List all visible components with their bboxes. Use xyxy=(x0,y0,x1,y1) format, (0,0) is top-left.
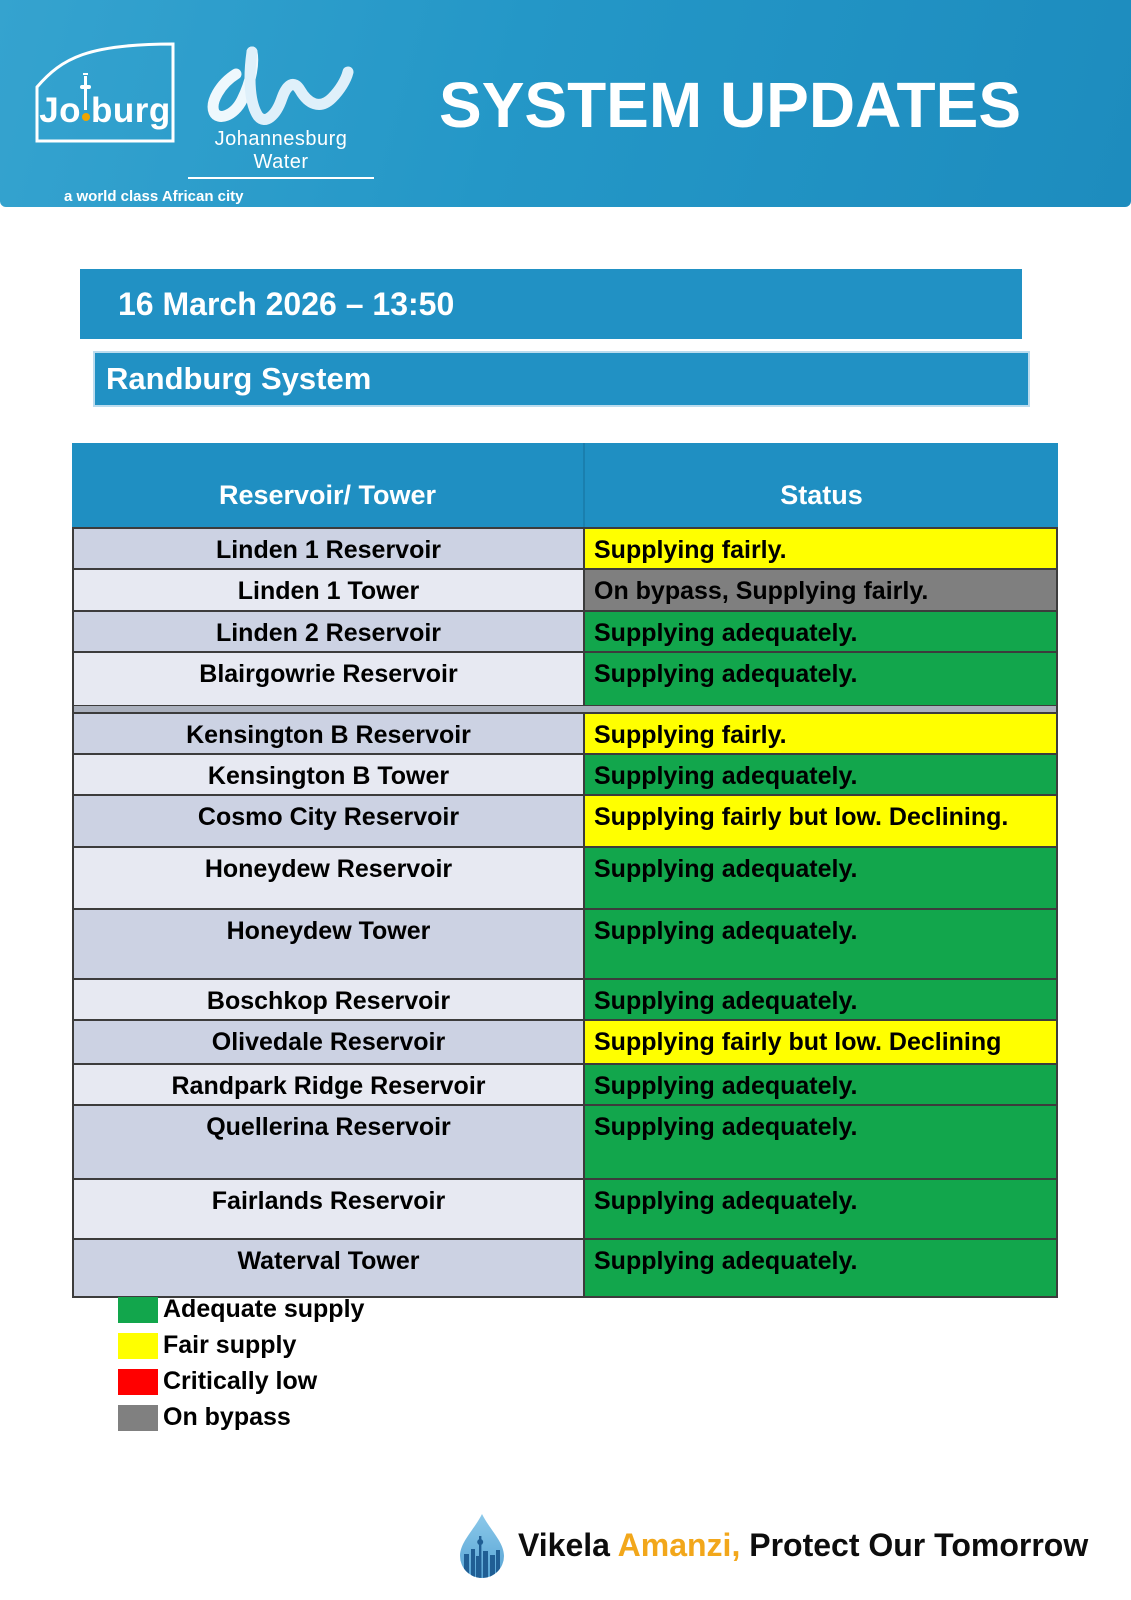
table-row xyxy=(74,908,1056,978)
status-value: Supplying adequately. xyxy=(583,612,1056,651)
table-row xyxy=(74,527,1056,568)
legend-item xyxy=(118,1332,364,1359)
legend-swatch xyxy=(118,1369,158,1395)
reservoir-name: Randpark Ridge Reservoir xyxy=(74,1065,583,1104)
status-value: Supplying fairly but low. Declining. xyxy=(583,796,1056,846)
footer-slogan xyxy=(518,1527,1088,1564)
date-banner xyxy=(80,269,1022,339)
legend-item xyxy=(118,1404,364,1431)
table-row xyxy=(74,978,1056,1019)
table-row xyxy=(74,1104,1056,1178)
table-header xyxy=(72,443,1058,527)
legend-swatch xyxy=(118,1297,158,1323)
joburg-orange-dot xyxy=(82,113,90,121)
section-gap xyxy=(74,705,1056,712)
reservoir-name: Kensington B Reservoir xyxy=(74,714,583,753)
system-banner xyxy=(93,351,1030,407)
page-title: SYSTEM UPDATES xyxy=(439,69,1021,141)
status-value: Supplying adequately. xyxy=(583,1240,1056,1296)
legend-label: On bypass xyxy=(163,1403,291,1431)
joburg-logo xyxy=(34,40,244,205)
status-value: Supplying fairly but low. Declining xyxy=(583,1021,1056,1063)
hillbrow-tower-icon xyxy=(81,92,91,122)
status-table xyxy=(72,443,1058,1298)
status-value: Supplying adequately. xyxy=(583,848,1056,908)
reservoir-name: Kensington B Tower xyxy=(74,755,583,794)
status-value: Supplying adequately. xyxy=(583,1106,1056,1178)
table-row xyxy=(74,1063,1056,1104)
header-banner xyxy=(0,0,1131,207)
status-value: Supplying adequately. xyxy=(583,1065,1056,1104)
joburg-word-jo: Jo xyxy=(39,91,82,130)
reservoir-name: Olivedale Reservoir xyxy=(74,1021,583,1063)
legend-label: Adequate supply xyxy=(163,1295,365,1323)
legend-item xyxy=(118,1296,364,1323)
status-value: Supplying fairly. xyxy=(583,714,1056,753)
reservoir-name: Fairlands Reservoir xyxy=(74,1180,583,1238)
reservoir-name: Linden 2 Reservoir xyxy=(74,612,583,651)
status-value: On bypass, Supplying fairly. xyxy=(583,570,1056,610)
reservoir-name: Linden 1 Reservoir xyxy=(74,529,583,568)
column-header-status: Status xyxy=(583,443,1058,527)
status-table-body xyxy=(72,527,1058,1298)
reservoir-name: Blairgowrie Reservoir xyxy=(74,653,583,705)
jw-wave-icon xyxy=(198,46,364,132)
status-value: Supplying adequately. xyxy=(583,755,1056,794)
jw-label: Johannesburg Water xyxy=(188,128,374,179)
table-row xyxy=(74,1238,1056,1296)
status-value: Supplying adequately. xyxy=(583,980,1056,1019)
slogan-part2: Protect Our Tomorrow xyxy=(740,1526,1089,1563)
table-row xyxy=(74,794,1056,846)
table-row xyxy=(74,712,1056,753)
reservoir-name: Boschkop Reservoir xyxy=(74,980,583,1019)
joburg-wordmark xyxy=(34,92,176,128)
legend-swatch xyxy=(118,1333,158,1359)
reservoir-name: Waterval Tower xyxy=(74,1240,583,1296)
status-value: Supplying fairly. xyxy=(583,529,1056,568)
system-name: Randburg System xyxy=(106,361,372,396)
footer xyxy=(458,1512,1088,1578)
slogan-amanzi: Amanzi, xyxy=(617,1526,741,1563)
legend-label: Fair supply xyxy=(163,1331,297,1359)
johannesburg-water-logo xyxy=(188,46,374,179)
legend-label: Critically low xyxy=(163,1367,318,1395)
status-value: Supplying adequately. xyxy=(583,1180,1056,1238)
reservoir-name: Honeydew Reservoir xyxy=(74,848,583,908)
slogan-part1: Vikela xyxy=(518,1526,618,1563)
legend-swatch xyxy=(118,1405,158,1431)
legend-item xyxy=(118,1368,364,1395)
table-row xyxy=(74,610,1056,651)
joburg-word-burg: burg xyxy=(91,91,171,130)
table-row xyxy=(74,1019,1056,1063)
table-row xyxy=(74,651,1056,705)
joburg-logo-box xyxy=(34,40,176,144)
reservoir-name: Cosmo City Reservoir xyxy=(74,796,583,846)
reservoir-name: Honeydew Tower xyxy=(74,910,583,978)
table-row xyxy=(74,568,1056,610)
table-row xyxy=(74,1178,1056,1238)
water-drop-icon xyxy=(458,1512,506,1578)
status-value: Supplying adequately. xyxy=(583,653,1056,705)
legend xyxy=(118,1296,364,1431)
joburg-tagline: a world class African city xyxy=(64,188,244,205)
reservoir-name: Quellerina Reservoir xyxy=(74,1106,583,1178)
date-text: 16 March 2026 – 13:50 xyxy=(118,285,455,322)
status-value: Supplying adequately. xyxy=(583,910,1056,978)
reservoir-name: Linden 1 Tower xyxy=(74,570,583,610)
table-row xyxy=(74,846,1056,908)
table-row xyxy=(74,753,1056,794)
column-header-reservoir: Reservoir/ Tower xyxy=(218,480,437,510)
